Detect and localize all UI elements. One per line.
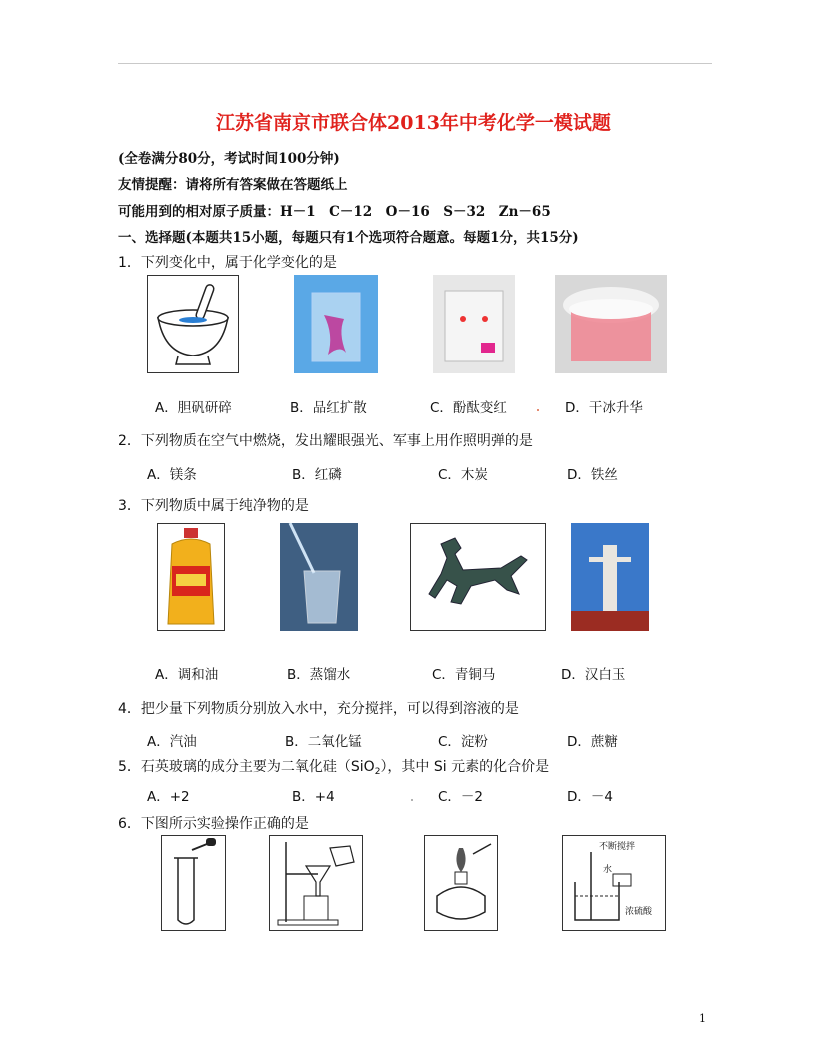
mortar-pestle-image bbox=[147, 275, 239, 373]
bronze-horse-image bbox=[410, 523, 546, 631]
distilled-water-image bbox=[280, 523, 358, 631]
q4-stem: 4．把少量下列物质分别放入水中，充分搅拌，可以得到溶液的是 bbox=[118, 701, 519, 717]
q1-option-b[interactable]: B．品红扩散 bbox=[290, 400, 367, 416]
phenolphthalein-image bbox=[433, 275, 515, 373]
header-rule bbox=[118, 63, 712, 64]
q3-stem: 3．下列物质中属于纯净物的是 bbox=[118, 498, 309, 514]
q5-option-b[interactable]: B．+4 bbox=[292, 789, 335, 805]
q3-option-b[interactable]: B．蒸馏水 bbox=[287, 667, 351, 683]
atomic-masses: 可能用到的相对原子质量：H－1 C－12 O－16 S－32 Zn－65 bbox=[118, 204, 551, 220]
stray-dot-2 bbox=[411, 799, 413, 801]
q4-option-d[interactable]: D．蔗糖 bbox=[567, 734, 618, 750]
q2-option-d[interactable]: D．铁丝 bbox=[567, 467, 618, 483]
dry-ice-image bbox=[555, 275, 667, 373]
marble-column-image bbox=[571, 523, 649, 631]
q1-option-a[interactable]: A．胆矾研碎 bbox=[155, 400, 232, 416]
q1-option-c[interactable]: C．酚酞变红 bbox=[430, 400, 507, 416]
exam-score-time: (全卷满分80分，考试时间100分钟) bbox=[118, 151, 340, 167]
q3-option-c[interactable]: C．青铜马 bbox=[432, 667, 496, 683]
q5-stem-post: ），其中 Si 元素的化合价是 bbox=[380, 759, 550, 775]
exam-title: 江苏省南京市联合体2013年中考化学一模试题 bbox=[216, 112, 611, 134]
q3-option-a[interactable]: A．调和油 bbox=[155, 667, 219, 683]
filtration-image bbox=[269, 835, 363, 931]
q4-option-c[interactable]: C．淀粉 bbox=[438, 734, 488, 750]
section-heading: 一、选择题(本题共15小题，每题只有1个选项符合题意。每题1分，共15分) bbox=[118, 230, 579, 246]
q5-option-c[interactable]: C．－2 bbox=[438, 789, 484, 805]
page-number: 1 bbox=[699, 1012, 706, 1025]
q5-stem-pre: 5．石英玻璃的成分主要为二氧化硅（SiO bbox=[118, 759, 375, 775]
q6-stem: 6．下图所示实验操作正确的是 bbox=[118, 816, 309, 832]
acid-label: 浓硫酸 bbox=[625, 907, 653, 917]
q5-option-d[interactable]: D．－4 bbox=[567, 789, 613, 805]
beaker-dye-image bbox=[294, 275, 378, 373]
q3-option-d[interactable]: D．汉白玉 bbox=[561, 667, 626, 683]
q4-option-b[interactable]: B．二氧化锰 bbox=[285, 734, 362, 750]
q4-option-a[interactable]: A．汽油 bbox=[147, 734, 197, 750]
cooking-oil-image bbox=[157, 523, 225, 631]
stir-label: 不断搅拌 bbox=[599, 842, 636, 852]
stray-dot bbox=[537, 409, 539, 411]
q2-stem: 2．下列物质在空气中燃烧，发出耀眼强光、军事上用作照明弹的是 bbox=[118, 433, 533, 449]
water-label: 水 bbox=[603, 865, 613, 875]
alcohol-lamp-image bbox=[424, 835, 498, 931]
q5-stem bbox=[118, 756, 549, 777]
dilute-acid-image bbox=[562, 835, 666, 931]
q2-option-b[interactable]: B．红磷 bbox=[292, 467, 342, 483]
q1-option-d[interactable]: D．干冰升华 bbox=[565, 400, 643, 416]
q5-option-a[interactable]: A．+2 bbox=[147, 789, 190, 805]
q2-option-a[interactable]: A．镁条 bbox=[147, 467, 197, 483]
q2-option-c[interactable]: C．木炭 bbox=[438, 467, 488, 483]
q5-stem-subscript: 2 bbox=[374, 767, 381, 777]
dropper-test-tube-image bbox=[161, 835, 226, 931]
exam-reminder: 友情提醒：请将所有答案做在答题纸上 bbox=[118, 177, 348, 193]
q1-stem: 1．下列变化中，属于化学变化的是 bbox=[118, 255, 337, 271]
